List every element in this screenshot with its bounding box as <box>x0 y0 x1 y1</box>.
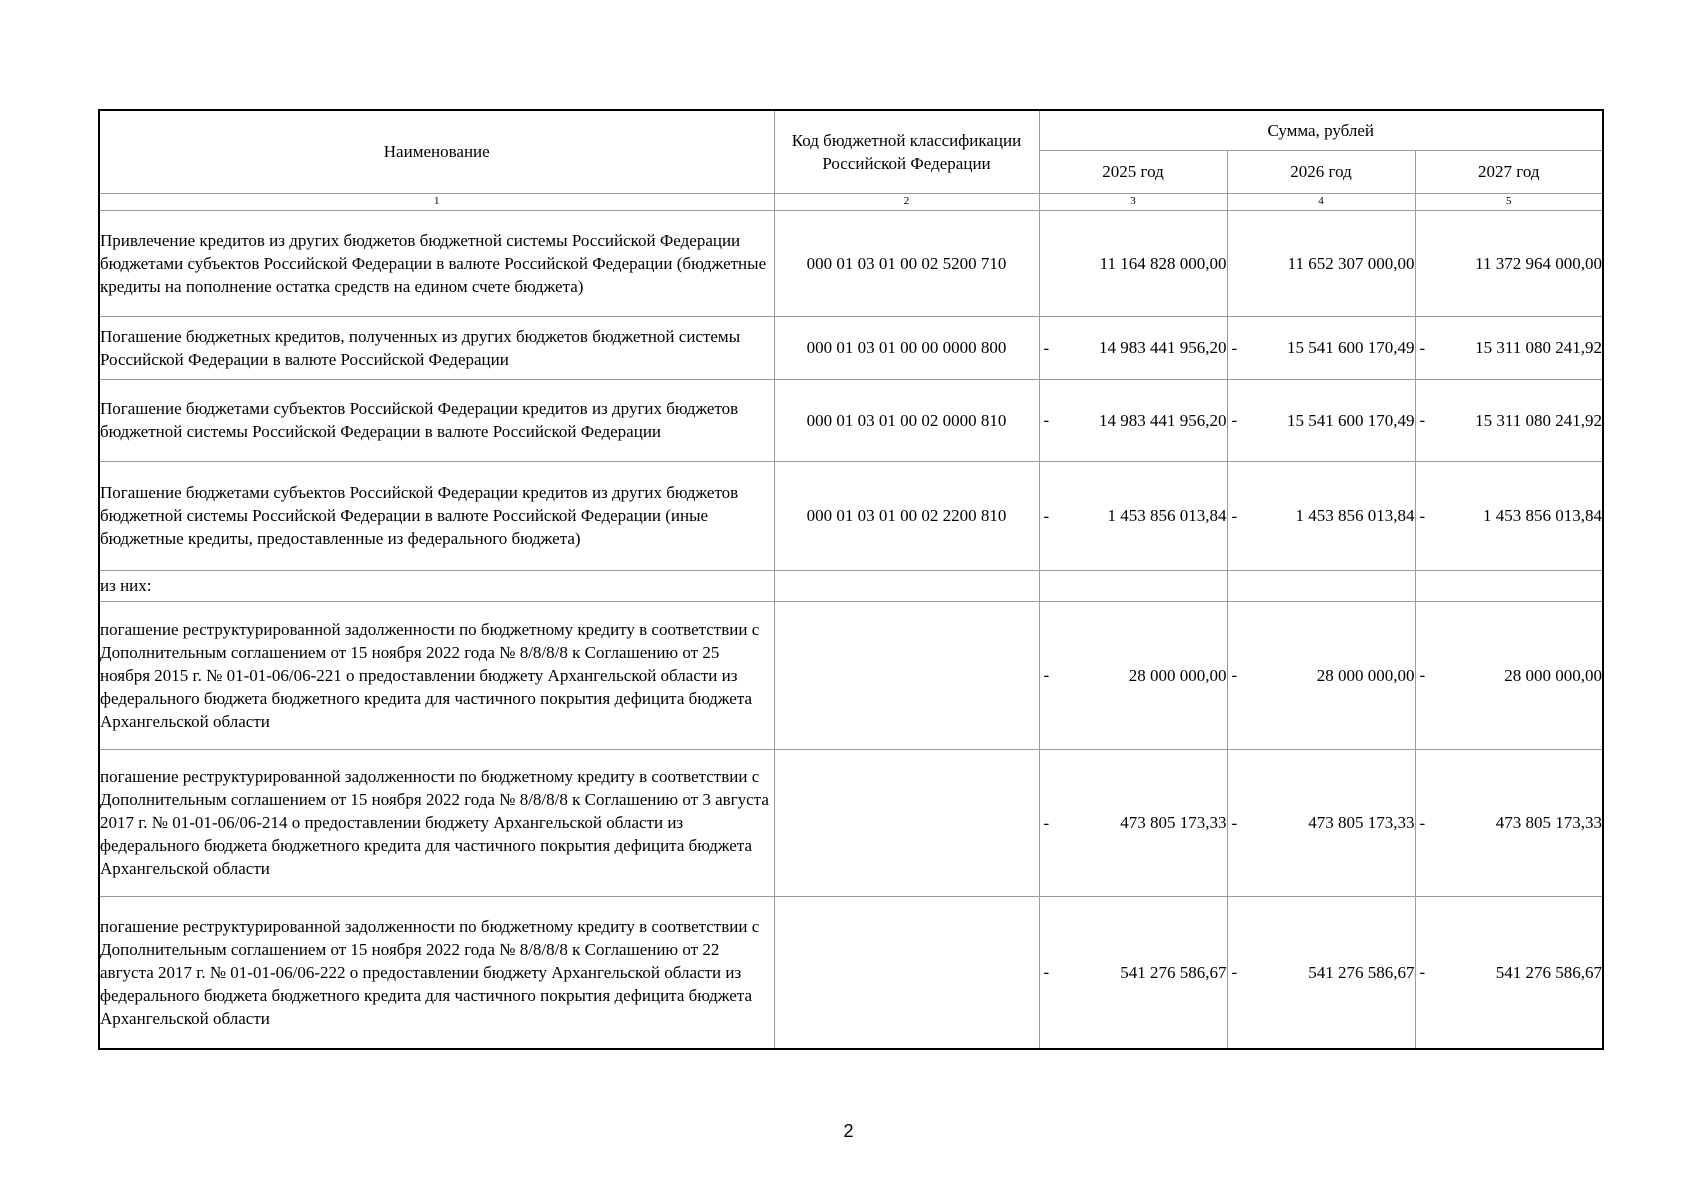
row-value-2027: - 28 000 000,00 <box>1415 601 1603 749</box>
row-name: из них: <box>99 570 774 601</box>
row-name: Погашение бюджетами субъектов Российской Федерации кредитов из других бюджетов бюджетной системы Российской Федерации в валюте Российской Федерации <box>99 379 774 461</box>
row-value-2027: - 1 453 856 013,84 <box>1415 461 1603 570</box>
row-value-2027: - 541 276 586,67 <box>1415 896 1603 1049</box>
row-value-2026: - 541 276 586,67 <box>1227 896 1415 1049</box>
header-year-2027: 2027 год <box>1415 150 1603 193</box>
row-value-2025: - 14 983 441 956,20 <box>1039 379 1227 461</box>
row-code: 000 01 03 01 00 02 0000 810 <box>774 379 1039 461</box>
minus-sign: - <box>1419 506 1426 525</box>
column-number-4: 4 <box>1227 193 1415 210</box>
row-value-2026 <box>1227 570 1415 601</box>
minus-sign: - <box>1231 665 1238 685</box>
table-row <box>99 749 1603 896</box>
row-value-2025: - 473 805 173,33 <box>1039 749 1227 896</box>
row-name: Погашение бюджетных кредитов, полученных из других бюджетов бюджетной системы Российской Федерации в валюте Российской Федерации <box>99 316 774 379</box>
minus-sign: - <box>1043 410 1050 430</box>
row-value-2026: 11 652 307 000,00 <box>1227 210 1415 316</box>
column-number-2: 2 <box>774 193 1039 210</box>
header-code: Код бюджетной классификации Российской Федерации <box>774 110 1039 193</box>
table-row <box>99 896 1603 1049</box>
row-code <box>774 749 1039 896</box>
minus-sign: - <box>1419 338 1426 357</box>
row-code: 000 01 03 01 00 02 2200 810 <box>774 461 1039 570</box>
minus-sign: - <box>1231 506 1238 525</box>
row-value-2025: - 14 983 441 956,20 <box>1039 316 1227 379</box>
row-value-2027: - 15 311 080 241,92 <box>1415 316 1603 379</box>
row-value-2026: - 1 453 856 013,84 <box>1227 461 1415 570</box>
header-year-2026: 2026 год <box>1227 150 1415 193</box>
row-value-2027: - 15 311 080 241,92 <box>1415 379 1603 461</box>
column-number-1: 1 <box>99 193 774 210</box>
minus-sign: - <box>1043 665 1050 685</box>
minus-sign: - <box>1231 813 1238 832</box>
minus-sign: - <box>1043 338 1050 357</box>
row-name: погашение реструктурированной задолженности по бюджетному кредиту в соответствии с Дополнительным соглашением от 15 ноября 2022 года № 8/8/8/8 к Соглашению от 25 ноября 2015 г. № 01-01-06/06-221 о предоставлении бюджету Архангельской области из федерального бюджета бюджетного кредита для частичного покрытия дефицита бюджета Архангельской области <box>99 601 774 749</box>
minus-sign: - <box>1043 506 1050 525</box>
minus-sign: - <box>1419 410 1426 430</box>
minus-sign: - <box>1043 962 1050 982</box>
row-name: погашение реструктурированной задолженности по бюджетному кредиту в соответствии с Дополнительным соглашением от 15 ноября 2022 года № 8/8/8/8 к Соглашению от 22 августа 2017 г. № 01-01-06/06-222 о предоставлении бюджету Архангельской области из федерального бюджета бюджетного кредита для частичного покрытия дефицита бюджета Архангельской области <box>99 896 774 1049</box>
row-code <box>774 570 1039 601</box>
table-row <box>99 316 1603 379</box>
table-row <box>99 570 1603 601</box>
row-name: Привлечение кредитов из других бюджетов бюджетной системы Российской Федерации бюджетами субъектов Российской Федерации в валюте Российской Федерации (бюджетные кредиты на пополнение остатка средств на едином счете бюджета) <box>99 210 774 316</box>
row-value-2027: 11 372 964 000,00 <box>1415 210 1603 316</box>
minus-sign: - <box>1419 962 1426 982</box>
row-code: 000 01 03 01 00 02 5200 710 <box>774 210 1039 316</box>
row-value-2025: - 28 000 000,00 <box>1039 601 1227 749</box>
row-value-2025: 11 164 828 000,00 <box>1039 210 1227 316</box>
page-number: 2 <box>843 1121 854 1141</box>
budget-table <box>98 109 1604 1050</box>
row-value-2027 <box>1415 570 1603 601</box>
column-number-3: 3 <box>1039 193 1227 210</box>
table-row <box>99 210 1603 316</box>
row-code: 000 01 03 01 00 00 0000 800 <box>774 316 1039 379</box>
minus-sign: - <box>1231 410 1238 430</box>
row-name: Погашение бюджетами субъектов Российской Федерации кредитов из других бюджетов бюджетной системы Российской Федерации в валюте Российской Федерации (иные бюджетные кредиты, предоставленные из федерального бюджета) <box>99 461 774 570</box>
row-value-2026: - 15 541 600 170,49 <box>1227 379 1415 461</box>
header-sum: Сумма, рублей <box>1039 110 1603 150</box>
column-number-5: 5 <box>1415 193 1603 210</box>
row-code <box>774 896 1039 1049</box>
table-row <box>99 601 1603 749</box>
row-value-2025: - 1 453 856 013,84 <box>1039 461 1227 570</box>
minus-sign: - <box>1419 813 1426 832</box>
row-code <box>774 601 1039 749</box>
table-row <box>99 379 1603 461</box>
header-name: Наименование <box>99 110 774 193</box>
row-name: погашение реструктурированной задолженности по бюджетному кредиту в соответствии с Дополнительным соглашением от 15 ноября 2022 года № 8/8/8/8 к Соглашению от 3 августа 2017 г. № 01-01-06/06-214 о предоставлении бюджету Архангельской области из федерального бюджета бюджетного кредита для частичного покрытия дефицита бюджета Архангельской области <box>99 749 774 896</box>
row-value-2025: - 541 276 586,67 <box>1039 896 1227 1049</box>
header-year-2025: 2025 год <box>1039 150 1227 193</box>
minus-sign: - <box>1231 338 1238 357</box>
row-value-2026: - 473 805 173,33 <box>1227 749 1415 896</box>
minus-sign: - <box>1419 665 1426 685</box>
row-value-2025 <box>1039 570 1227 601</box>
minus-sign: - <box>1231 962 1238 982</box>
minus-sign: - <box>1043 813 1050 832</box>
row-value-2026: - 15 541 600 170,49 <box>1227 316 1415 379</box>
table-row <box>99 461 1603 570</box>
row-value-2027: - 473 805 173,33 <box>1415 749 1603 896</box>
row-value-2026: - 28 000 000,00 <box>1227 601 1415 749</box>
